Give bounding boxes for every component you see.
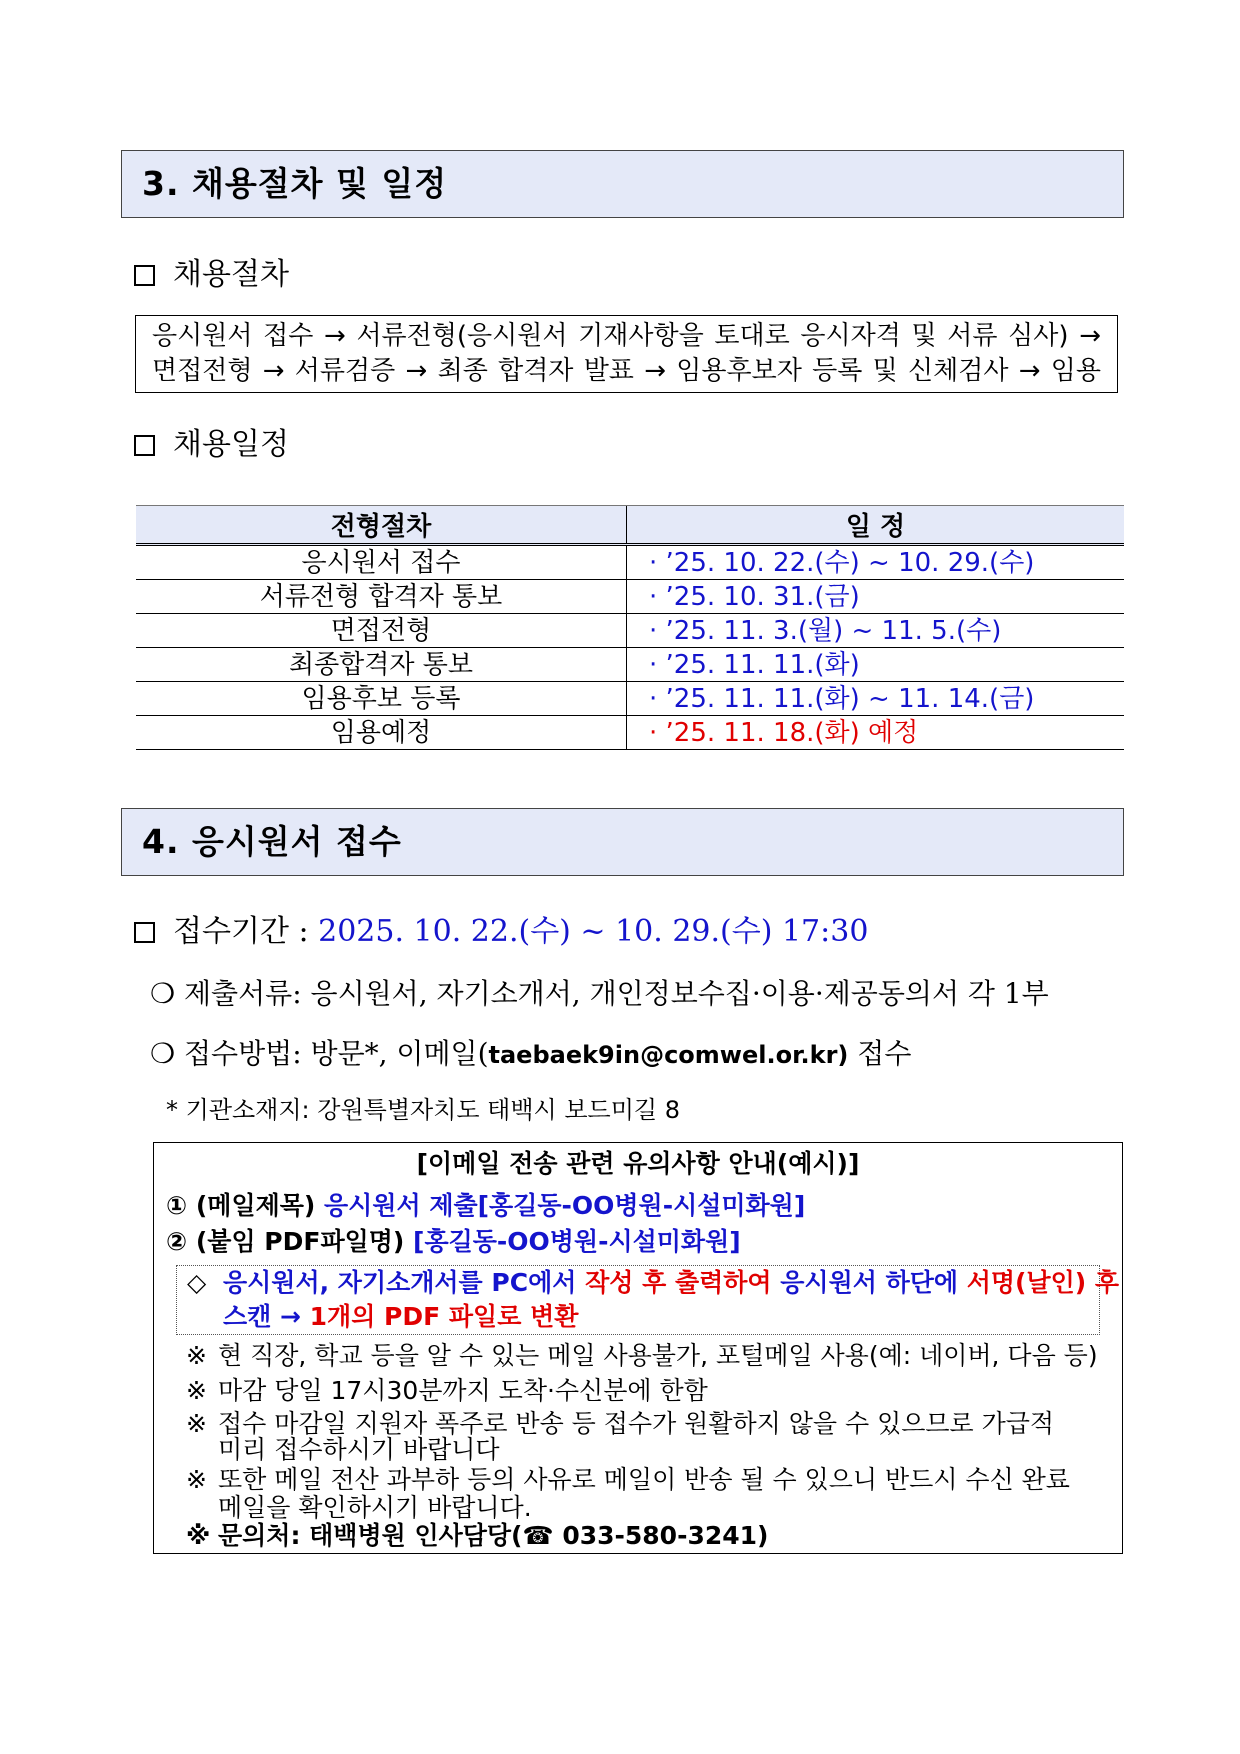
email-address: taebaek9in@comwel.or.kr) <box>488 1041 849 1069</box>
table-row <box>136 580 1124 614</box>
location-note: * 기관소재지: 강원특별자치도 태백시 보드미길 8 <box>166 1096 680 1124</box>
procedure-line-2: 면접전형 → 서류검증 → 최종 합격자 발표 → 임용후보자 등록 및 신체검사 → 임용 <box>152 356 1101 386</box>
table-row <box>136 614 1124 648</box>
row-process: 임용예정 <box>136 716 627 750</box>
square-bullet-icon <box>134 922 155 943</box>
note-text: 마감 당일 17시30분까지 도착·수신분에 한함 <box>218 1376 708 1405</box>
note-item <box>186 1411 1112 1463</box>
note-text-continued: 미리 접수하시기 바랍니다 <box>218 1435 500 1464</box>
row-process: 임용후보 등록 <box>136 682 627 716</box>
table-row <box>136 682 1124 716</box>
square-bullet-icon <box>134 265 155 286</box>
instruction-part-5: 스캔 → <box>223 1302 310 1331</box>
reference-mark: ※ <box>186 1521 211 1550</box>
note-text: 현 직장, 학교 등을 알 수 있는 메일 사용불가, 포털메일 사용(예: 네이버, 다음 등) <box>218 1341 1098 1370</box>
reference-mark: ※ <box>186 1376 207 1405</box>
note-text-continued: 메일을 확인하시기 바랍니다. <box>218 1493 532 1522</box>
procedure-box <box>135 315 1118 393</box>
table-row <box>136 648 1124 682</box>
note-item <box>186 1341 1112 1371</box>
pdf-instruction-box <box>176 1265 1120 1335</box>
reference-mark: ※ <box>186 1341 207 1370</box>
circle-bullet-icon: ❍ <box>150 977 176 1010</box>
column-header-process: 전형절차 <box>136 506 627 545</box>
pdf-filename-row <box>166 1225 741 1259</box>
contact-info <box>186 1521 1112 1551</box>
reference-mark: ※ <box>186 1465 207 1494</box>
row-date: · ’25. 11. 18.(화) 예정 <box>627 716 1125 750</box>
mail-subject-label: ① (메일제목) <box>166 1191 325 1220</box>
schedule-table <box>136 505 1124 750</box>
email-notice-title: [이메일 전송 관련 유의사항 안내(예시)] <box>416 1149 860 1178</box>
table-row <box>136 545 1124 580</box>
receipt-period-value: 2025. 10. 22.(수) ~ 10. 29.(수) 17:30 <box>318 914 869 949</box>
circle-bullet-icon: ❍ <box>150 1037 176 1070</box>
note-item <box>186 1376 1112 1406</box>
instruction-part-2: 작성 후 출력하여 <box>585 1268 772 1297</box>
procedure-line-1: 응시원서 접수 → 서류전형(응시원서 기재사항을 토대로 응시자격 및 서류 심사) → <box>152 321 1101 351</box>
column-header-schedule: 일 정 <box>627 506 1125 545</box>
contact-text: 문의처: 태백병원 인사담당(☎ 033-580-3241) <box>218 1521 769 1550</box>
method-suffix: 접수 <box>848 1037 912 1070</box>
row-date: · ’25. 11. 3.(월) ~ 11. 5.(수) <box>627 614 1125 648</box>
row-process: 면접전형 <box>136 614 627 648</box>
mail-subject-value: 응시원서 제출[홍길동-OO병원-시설미화원] <box>324 1191 806 1220</box>
email-notice-box <box>153 1142 1123 1554</box>
table-header-row <box>136 506 1124 545</box>
instruction-part-6: 1개의 PDF 파일로 변환 <box>309 1302 579 1331</box>
row-date: · ’25. 10. 22.(수) ~ 10. 29.(수) <box>627 545 1125 580</box>
note-text: 또한 메일 전산 과부하 등의 사유로 메일이 반송 될 수 있으니 반드시 수신 완료 <box>218 1465 1070 1494</box>
instruction-part-3: 응시원서 하단에 <box>771 1268 967 1297</box>
reference-mark: ※ <box>186 1409 207 1438</box>
row-date: · ’25. 11. 11.(화) <box>627 648 1125 682</box>
documents-line <box>150 974 1049 1014</box>
method-line <box>150 1034 911 1075</box>
square-bullet-icon <box>134 435 155 456</box>
schedule-heading <box>134 425 289 465</box>
diamond-bullet-icon: ◇ <box>187 1268 207 1297</box>
receipt-period <box>134 912 868 952</box>
procedure-heading-label: 채용절차 <box>173 257 289 292</box>
schedule-heading-label: 채용일정 <box>173 427 289 462</box>
note-item <box>186 1466 1112 1522</box>
table-row <box>136 716 1124 750</box>
pdf-filename-value: [홍길동-OO병원-시설미화원] <box>413 1227 741 1256</box>
row-process: 응시원서 접수 <box>136 545 627 580</box>
instruction-part-4: 서명(날인) 후 <box>966 1268 1120 1297</box>
section-4-title: 4. 응시원서 접수 <box>121 808 1124 876</box>
section-3-title: 3. 채용절차 및 일정 <box>121 150 1124 218</box>
row-process: 서류전형 합격자 통보 <box>136 580 627 614</box>
method-value: 방문*, 이메일( <box>310 1037 489 1070</box>
row-date: · ’25. 10. 31.(금) <box>627 580 1125 614</box>
procedure-heading <box>134 255 289 295</box>
receipt-period-label: 접수기간 : <box>173 914 319 949</box>
row-date: · ’25. 11. 11.(화) ~ 11. 14.(금) <box>627 682 1125 716</box>
instruction-part-1: 응시원서, 자기소개서를 PC에서 <box>223 1268 586 1297</box>
documents-label: 제출서류: <box>184 977 311 1010</box>
note-text: 접수 마감일 지원자 폭주로 반송 등 접수가 원활하지 않을 수 있으므로 가급적 <box>218 1409 1055 1438</box>
pdf-filename-label: ② (붙임 PDF파일명) <box>166 1227 414 1256</box>
documents-value: 응시원서, 자기소개서, 개인정보수집·이용·제공동의서 각 1부 <box>310 977 1049 1010</box>
method-label: 접수방법: <box>184 1037 311 1070</box>
mail-subject-row <box>166 1189 805 1223</box>
row-process: 최종합격자 통보 <box>136 648 627 682</box>
